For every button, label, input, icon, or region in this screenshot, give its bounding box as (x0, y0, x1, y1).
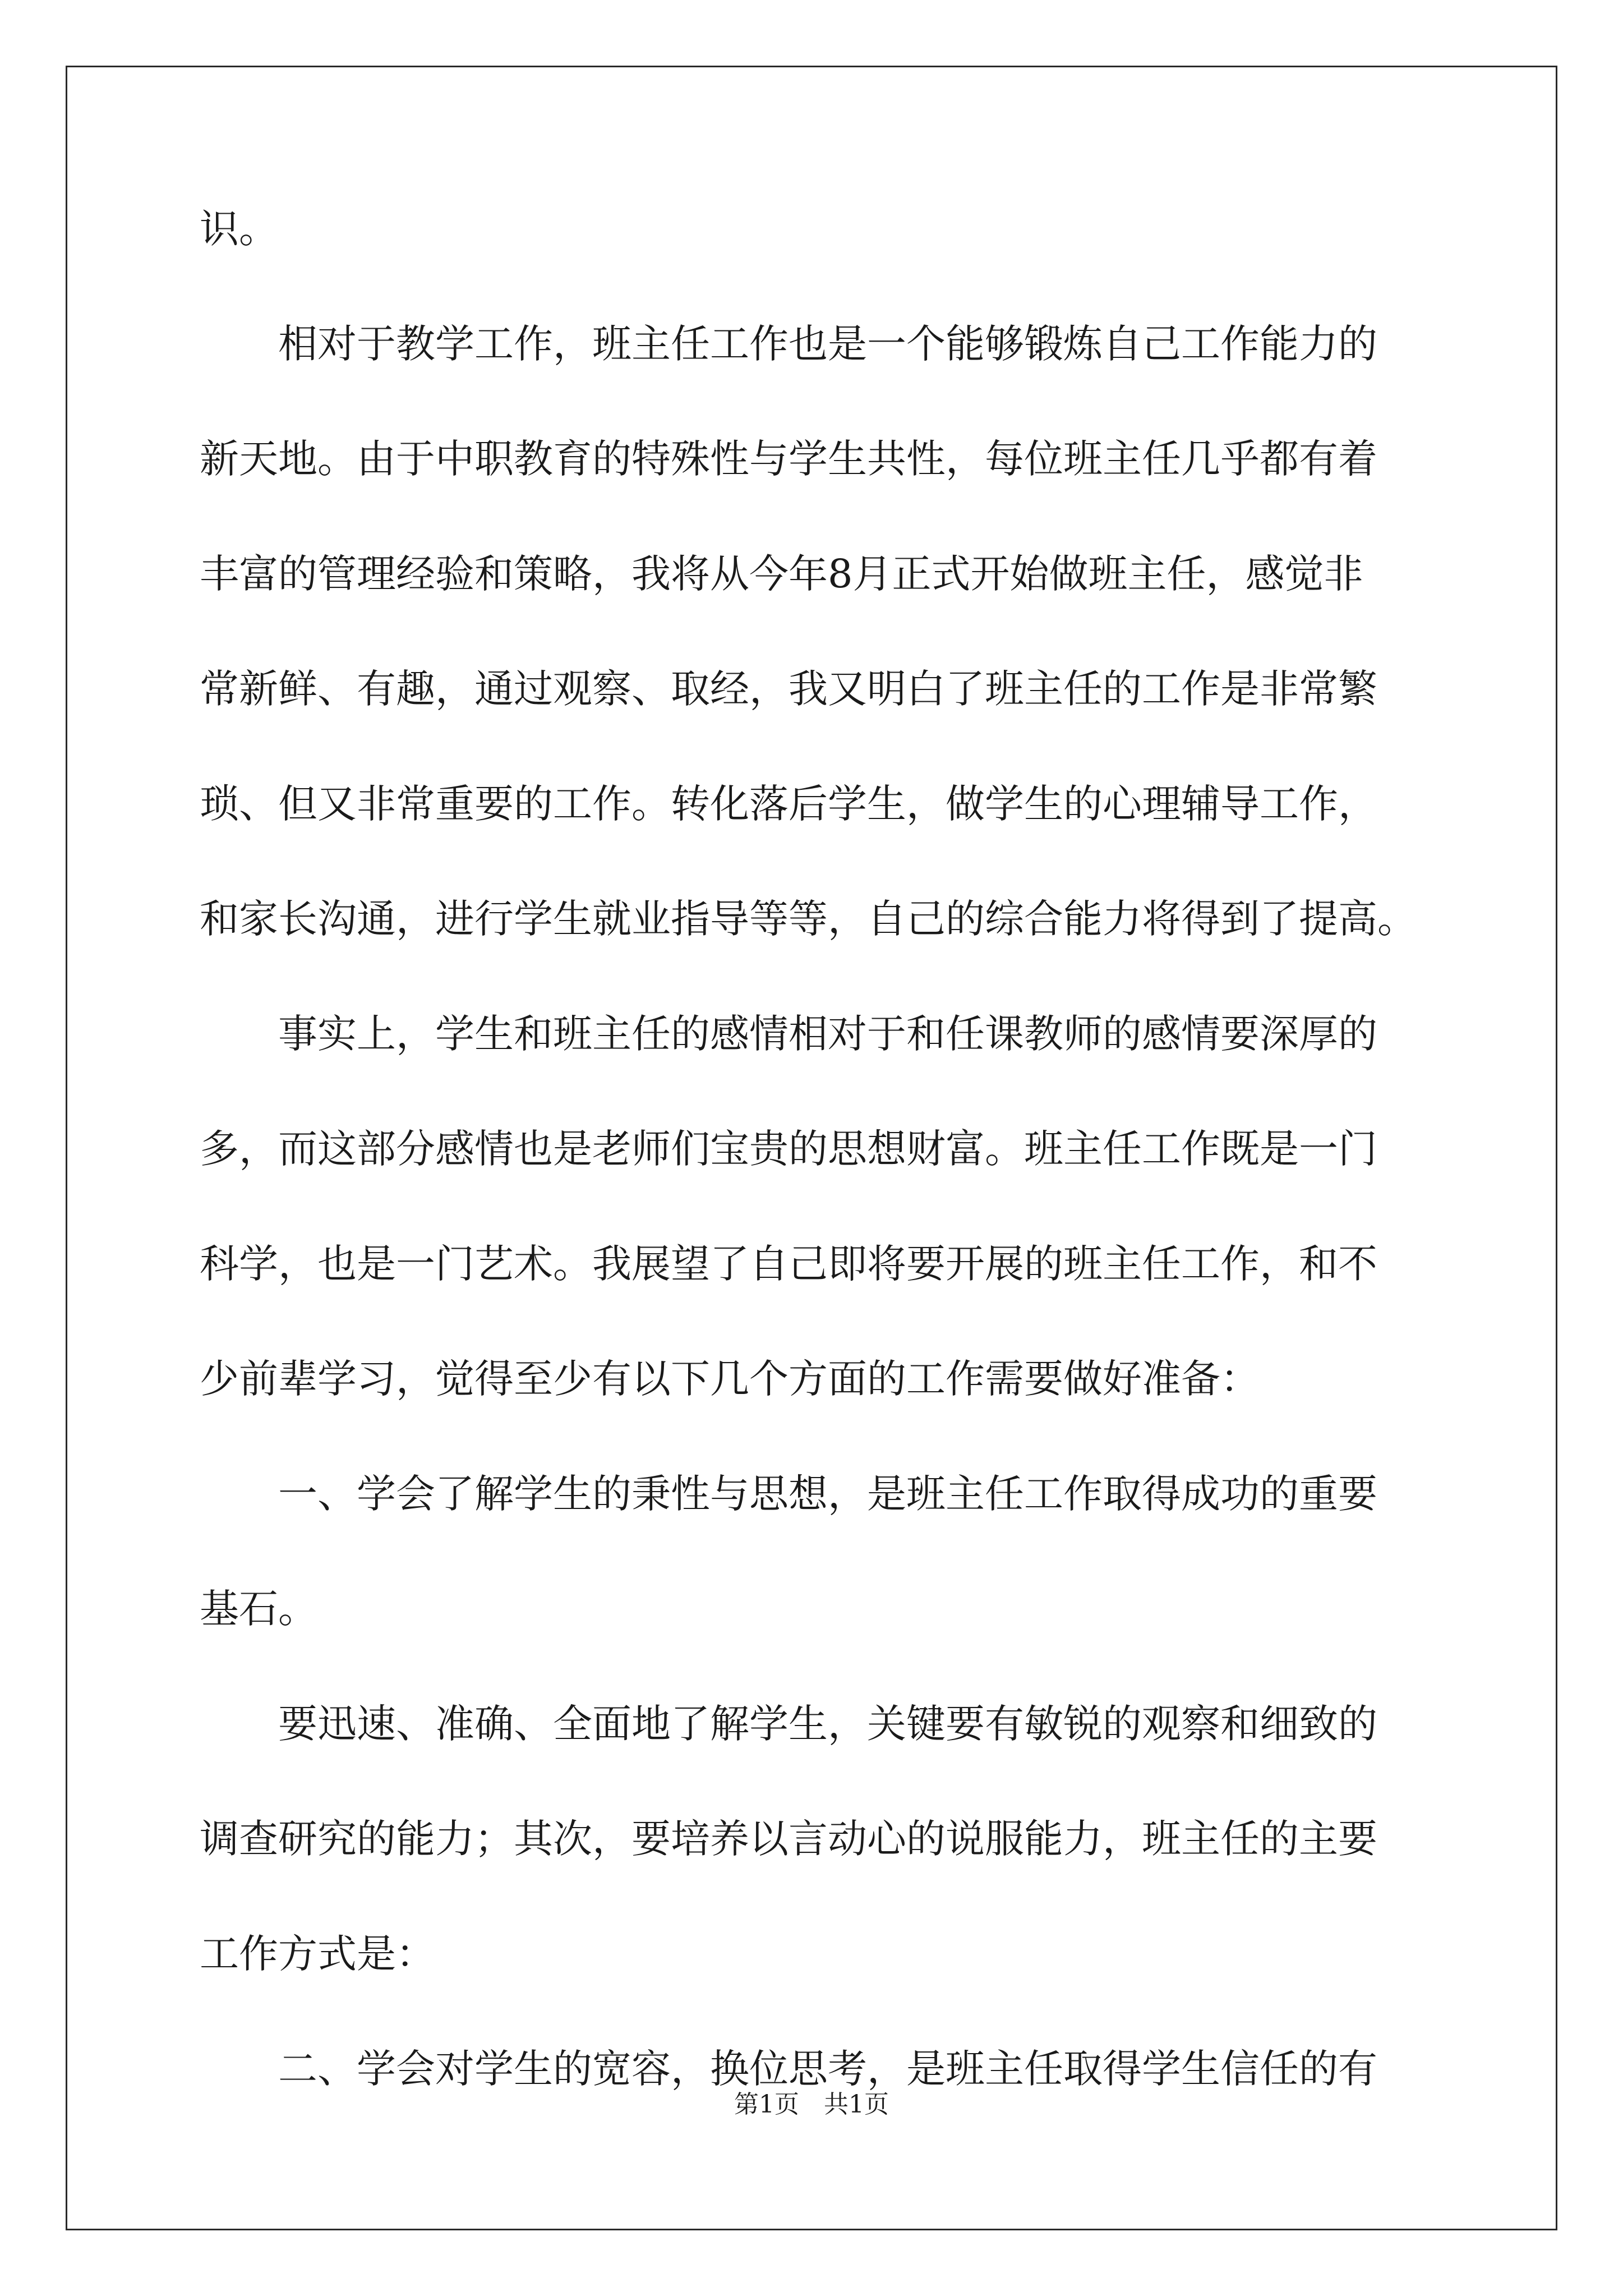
text-line: 和家长沟通，进行学生就业指导等等，自己的综合能力将得到了提高。 (200, 896, 1417, 942)
text-line: 常新鲜、有趣，通过观察、取经，我又明白了班主任的工作是非常繁 (200, 666, 1377, 712)
text-line: 丰富的管理经验和策略，我将从今年8月正式开始做班主任，感觉非 (200, 551, 1363, 597)
text-line: 事实上，学生和班主任的感情相对于和任课教师的感情要深厚的 (200, 1011, 1377, 1057)
text-line: 调查研究的能力；其次，要培养以言动心的说服能力，班主任的主要 (200, 1816, 1377, 1862)
text-line: 识。 (200, 206, 278, 252)
text-line: 新天地。由于中职教育的特殊性与学生共性，每位班主任几乎都有着 (200, 436, 1377, 482)
text-line: 科学，也是一门艺术。我展望了自己即将要开展的班主任工作，和不 (200, 1241, 1377, 1287)
text-line: 二、学会对学生的宽容，换位思考，是班主任取得学生信任的有 (200, 2046, 1377, 2092)
text-line: 少前辈学习，觉得至少有以下几个方面的工作需要做好准备： (200, 1356, 1260, 1402)
text-line: 工作方式是： (200, 1931, 435, 1977)
text-line: 琐、但又非常重要的工作。转化落后学生，做学生的心理辅导工作， (200, 781, 1377, 827)
text-line: 要迅速、准确、全面地了解学生，关键要有敏锐的观察和细致的 (200, 1701, 1377, 1747)
page-number: 第1页 共1页 (734, 2090, 889, 2119)
text-line: 一、学会了解学生的秉性与思想，是班主任工作取得成功的重要 (200, 1471, 1377, 1517)
text-line: 基石。 (200, 1586, 317, 1632)
text-line: 相对于教学工作，班主任工作也是一个能够锻炼自己工作能力的 (200, 321, 1377, 367)
text-line: 多，而这部分感情也是老师们宝贵的思想财富。班主任工作既是一门 (200, 1126, 1377, 1172)
